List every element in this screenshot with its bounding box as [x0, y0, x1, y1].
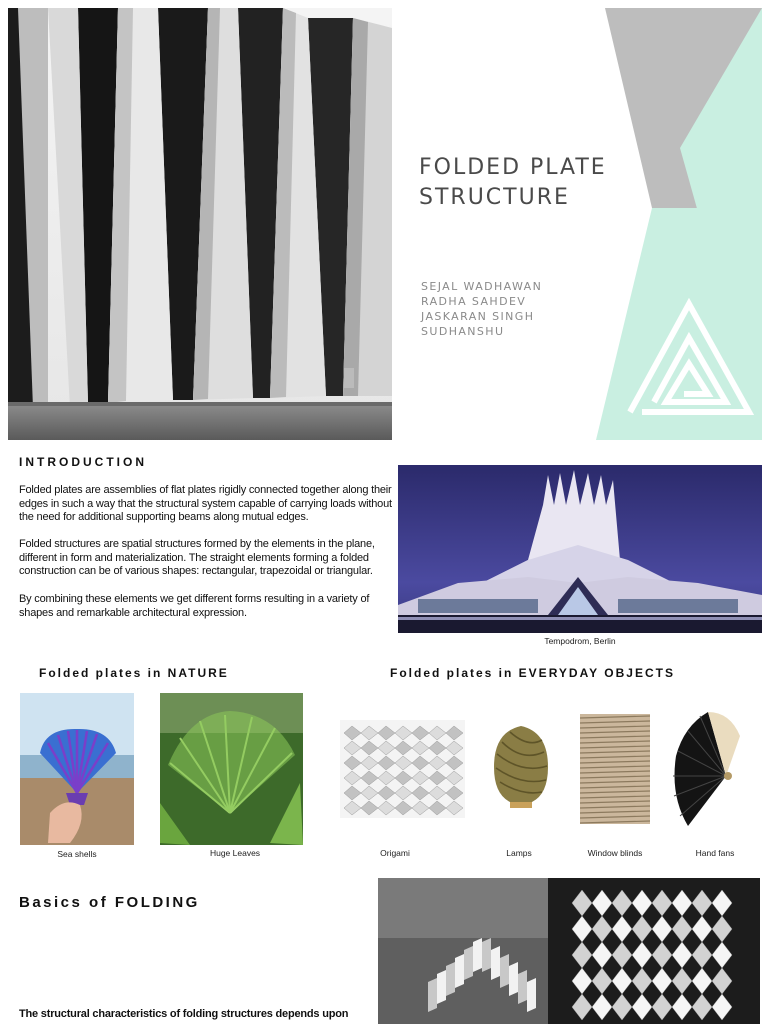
everyday-objects-heading: Folded plates in EVERYDAY OBJECTS	[390, 666, 675, 680]
cover-authors	[421, 279, 542, 339]
triangle-spiral-logo-icon	[622, 298, 757, 418]
hand-fan-photo	[668, 706, 748, 836]
cover-building-photo	[8, 8, 392, 440]
caption-sea-shells: Sea shells	[57, 849, 97, 859]
cover-title-line1: FOLDED PLATE	[419, 155, 607, 180]
intro-paragraph-3: By combining these elements we get different forms resulting in a variety of shapes and remarkable architectural expression.	[19, 593, 370, 619]
basics-of-folding-heading: Basics of FOLDING	[19, 894, 200, 911]
seashell-photo	[20, 693, 134, 845]
caption-lamps: Lamps	[506, 848, 532, 858]
tempodrom-caption: Tempodrom, Berlin	[544, 636, 616, 646]
cover-title	[419, 153, 607, 213]
cover-title-line2: STRUCTURE	[419, 185, 570, 210]
caption-window-blinds: Window blinds	[587, 848, 643, 858]
caption-origami: Origami	[380, 848, 410, 858]
folded-paper-arch-photo	[378, 878, 548, 1024]
window-blinds-photo	[580, 714, 650, 824]
basics-text: The structural characteristics of folding structures depends upon	[19, 1008, 349, 1020]
cover-title-panel	[400, 8, 762, 440]
author-name: RADHA SAHDEV	[421, 295, 527, 308]
tempodrom-photo	[398, 465, 762, 633]
intro-paragraph-2: Folded structures are spatial structures formed by the elements in the plane, different in form and materialization. The straight elements forming a folded construction can be of various shapes: rectangular, trapezoidal or triangular.	[19, 538, 375, 577]
lamp-photo	[492, 722, 550, 812]
author-name: JASKARAN SINGH	[421, 310, 535, 323]
origami-photo	[340, 720, 465, 818]
folded-paper-pattern-photo	[548, 878, 760, 1024]
intro-paragraph-1: Folded plates are assemblies of flat plates rigidly connected together along their edges in such a way that the structural system capable of carrying loads without the need for additional supporting beams along mutual edges.	[19, 484, 392, 523]
caption-huge-leaves: Huge Leaves	[209, 848, 261, 858]
nature-heading: Folded plates in NATURE	[39, 666, 229, 680]
author-name: SUDHANSHU	[421, 325, 505, 338]
huge-leaves-photo	[160, 693, 303, 845]
introduction-heading: INTRODUCTION	[19, 455, 147, 469]
caption-hand-fans: Hand fans	[695, 848, 735, 858]
author-name: SEJAL WADHAWAN	[421, 280, 543, 293]
